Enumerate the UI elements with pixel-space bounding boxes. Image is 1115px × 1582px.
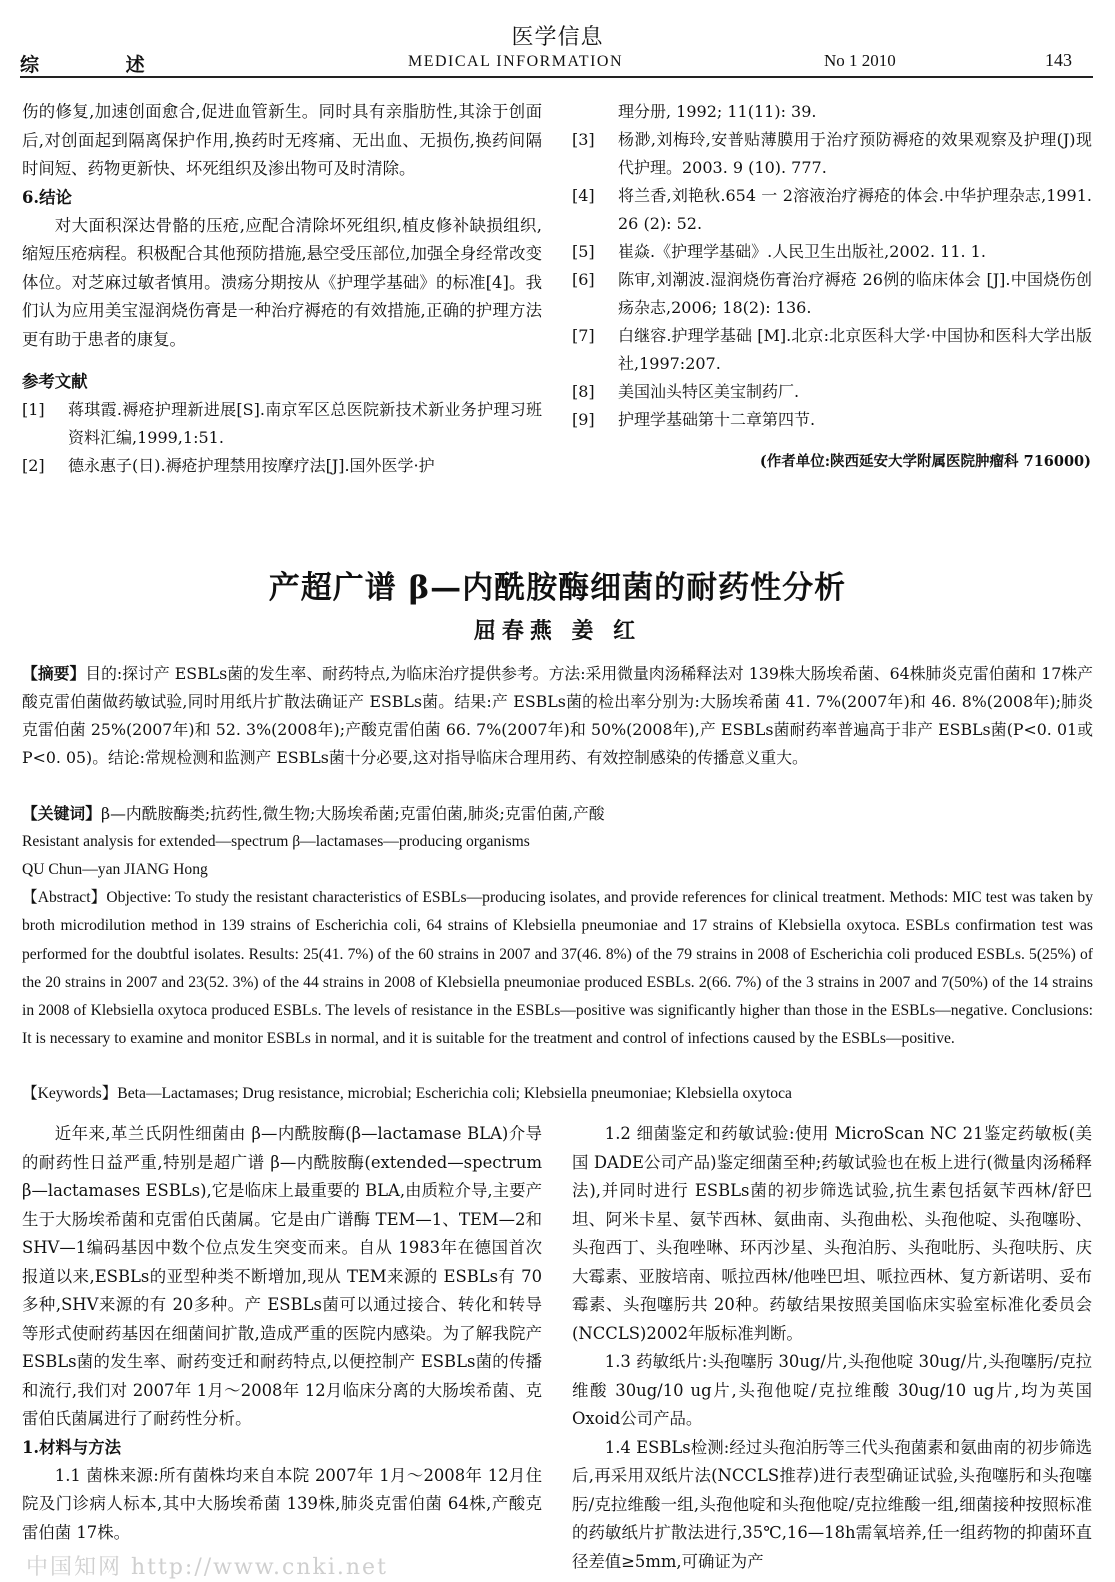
introduction-paragraph: 近年来,革兰氏阴性细菌由 β—内酰胺酶(β—lactamase BLA)介导的耐药性日益严重,特别是超广谱 β—内酰胺酶(extended—spectrum β—lactamases ESBLs),它是临床上最重要的 BLA,由质粒介导,主要产生于大肠埃希菌和克雷伯氏菌属。它是由广谱酶 TEM—1、TEM—2和 SHV—1编码基因中数个位点发生突变而来。自从 1983年在德国首次报道以来,ESBLs的亚型种类不断增加,现从 TEM来源的 ESBLs有 70多种,SHV来源的有 20多种。产 ESBLs菌可以通过接合、转化和转导等形式使耐药基因在细菌间扩散,造成严重的医院内感染。为了解我院产 ESBLs菌的发生率、耐药变迁和耐药特点,以便控制产 ESBLs菌的传播和流行,我们对 2007年 1月～2008年 12月临床分离的大肠埃希菌、克雷伯氏菌属进行了耐药性分析。 [22,1124,542,1428]
reference-continuation: 理分册, 1992; 11(11): 39. [618,102,817,121]
reference-text: 崔焱.《护理学基础》.人民卫生出版社,2002. 11. 1. [618,242,986,261]
reference-item [572,322,1092,378]
keywords-cn [22,800,1093,828]
journal-name-cn: 医学信息 [511,25,604,50]
reference-item [22,396,542,452]
prev-article-text: 伤的修复,加速创面愈合,促进血管新生。同时具有亲脂肪性,其涂于创面后,对创面起到隔离保护作用,换药时无疼痛、无出血、无损伤,换药间隔时间短、药物更新快、坏死组织及渗出物可及时清除。 [22,102,542,178]
reference-text: 护理学基础第十二章第四节. [618,410,816,429]
keywords-en [22,1080,1093,1108]
authors-en: QU Chun—yan JIANG Hong [22,861,208,878]
references-list-right [572,126,1092,434]
reference-item [572,406,1092,434]
issue-number: No 1 2010 [824,51,896,70]
reference-item [22,452,542,480]
watermark-text: 中国知网 http://www.cnki.net [26,1555,388,1580]
reference-text: 蒋琪霞.褥疮护理新进展[S].南京军区总医院新技术新业务护理习班资料汇编,1999,1:51. [68,400,542,447]
keywords-en-label: 【Keywords】 [22,1085,118,1102]
reference-text: 陈审,刘潮波.湿润烧伤膏治疗褥疮 26例的临床体会 [J].中国烧伤创疡杂志,2006; 18(2): 136. [618,270,1092,317]
references-list-left [22,396,542,480]
journal-name-en: MEDICAL INFORMATION [408,53,624,70]
prev-article-left-column [22,98,542,480]
prev-article-right-column [572,98,1092,434]
reference-number: [5] [572,242,595,261]
reference-item [572,126,1092,182]
conclusion-text: 对大面积深达骨骼的压疮,应配合清除坏死组织,植皮修补缺损组织,缩短压疮病程。积极配合其他预防措施,悬空受压部位,加强全身经常改变体位。对芝麻过敏者慎用。溃疡分期按从《护理学基础》的标准[4]。我们认为应用美宝湿润烧伤膏是一种治疗褥疮的有效措施,正确的护理方法更有助于患者的康复。 [22,215,542,349]
article-title: 产超广谱 β—内酰胺酶细菌的耐药性分析 [268,570,847,606]
reference-item [572,238,1092,266]
reference-number: [4] [572,186,595,205]
reference-text: 德永惠子(日).褥疮护理禁用按摩疗法[J].国外医学·护 [68,456,435,475]
reference-number: [9] [572,410,595,429]
reference-item [572,378,1092,406]
references-heading: 参考文献 [22,372,88,391]
methods-1-4: 1.4 ESBLs检测:经过头孢泊肟等三代头孢菌素和氨曲南的初步筛选后,再采用双纸片法(NCCLS推荐)进行表型确证试验,头孢噻肟和头孢噻肟/克拉维酸一组,头孢他啶和头孢他啶/克拉维酸一组,细菌接种按照标准的药敏纸片扩散法进行,35℃,16—18h需氧培养,任一组药物的抑菌环直径差值≥5mm,可确证为产 [572,1437,1092,1571]
methods-1-3: 1.3 药敏纸片:头孢噻肟 30ug/片,头孢他啶 30ug/片,头孢噻肟/克拉维酸 30ug/10 ug片,头孢他啶/克拉维酸 30ug/10 ug片,均为英国 Oxoid公司产品。 [572,1352,1092,1428]
reference-text: 美国汕头特区美宝制药厂. [618,382,800,401]
reference-number: [3] [572,130,595,149]
methods-1-2: 1.2 细菌鉴定和药敏试验:使用 MicroScan NC 21鉴定药敏板(美国 DADE公司产品)鉴定细菌至种;药敏试验也在板上进行(微量肉汤稀释法),并同时进行 ESBLs菌的初步筛选试验,抗生素包括氨苄西林/舒巴坦、阿米卡星、氨苄西林、氨曲南、头孢曲松、头孢他啶、头孢噻吩、头孢西丁、头孢唑啉、环丙沙星、头孢泊肟、头孢吡肟、头孢呋肟、庆大霉素、亚胺培南、哌拉西林/他唑巴坦、哌拉西林、复方新诺明、妥布霉素、头孢噻肟共 20种。药敏结果按照美国临床实验室标准化委员会(NCCLS)2002年版标准判断。 [572,1124,1092,1343]
keywords-cn-label: 【关键词】 [22,804,101,823]
reference-number: [1] [22,400,45,419]
page-number: 143 [1045,50,1072,70]
abstract-en [22,884,1093,1054]
reference-item [572,182,1092,238]
conclusion-heading: 6.结论 [22,187,72,207]
section-label: 综 述 [20,54,185,76]
abstract-cn-text: 目的:探讨产 ESBLs菌的发生率、耐药特点,为临床治疗提供参考。方法:采用微量肉汤稀释法对 139株大肠埃希菌、64株肺炎克雷伯菌和 17株产酸克雷伯菌做药敏试验,同时用纸片扩散法确证产 ESBLs菌。结果:产 ESBLs菌的检出率分别为:大肠埃希菌 41. 7%(2007年)和 46. 8%(2008年);肺炎克雷伯菌 25%(2007年)和 52. 3%(2008年);产酸克雷伯菌 66. 7%(2007年)和 50%(2008年),产 ESBLs菌耐药率普遍高于非产 ESBLs菌(P<0. 01或 P<0. 05)。结论:常规检测和监测产 ESBLs菌十分必要,这对指导临床合理用药、有效控制感染的传播意义重大。 [22,664,1093,767]
reference-text: 将兰香,刘艳秋.654 一 2溶液治疗褥疮的体会.中华护理杂志,1991. 26 (2): 52. [618,186,1092,233]
methods-1-1: 1.1 菌株来源:所有菌株均来自本院 2007年 1月～2008年 12月住院及门诊病人标本,其中大肠埃希菌 139株,肺炎克雷伯菌 64株,产酸克雷伯菌 17株。 [22,1465,542,1542]
reference-number: [2] [22,456,45,475]
methods-heading: 1.材料与方法 [22,1437,122,1457]
abstract-cn-label: 【摘要】 [22,664,86,683]
abstract-cn [22,660,1093,772]
reference-number: [7] [572,326,595,345]
reference-item [572,266,1092,322]
title-en: Resistant analysis for extended—spectrum β—lactamases—producing organisms [22,833,530,850]
reference-text: 白继容.护理学基础 [M].北京:北京医科大学·中国协和医科大学出版社,1997:207. [618,326,1092,373]
reference-number: [6] [572,270,595,289]
abstract-en-text: Objective: To study the resistant characteristics of ESBLs—producing isolates, and provide references for clinical treatment. Methods: MIC test was taken by broth microdilution method in 139 strains of Escherichia coli, 64 strains of Klebsiella pneumoniae and 17 strains of Klebsiella oxytoca. ESBLs confirmation test was performed for the doubtful isolates. Results: 25(41. 7%) of the 60 strains in 2007 and 37(46. 8%) of the 79 strains in 2008 of Escherichia coli produced ESBLs. 5(25%) of the 20 strains in 2007 and 23(52. 3%) of the 44 strains in 2008 of Klebsiella pneumoniae produced ESBLs. 2(66. 7%) of the 3 strains in 2007 and 7(50%) of the 14 strains in 2008 of Klebsiella oxytoca produced ESBLs. The levels of resistance in the ESBLs—positive was significantly higher than those in the ESBLs—negative. Conclusions: It is necessary to examine and monitor ESBLs in normal, and it is suitable for the treatment and control of infections caused by the ESBLs—positive. [22,889,1094,1048]
keywords-en-text: Beta—Lactamases; Drug resistance, microbial; Escherichia coli; Klebsiella pneumoniae; Klebsiella oxytoca [117,1085,792,1102]
header-rule [20,76,1093,78]
body-left-column [22,1120,542,1547]
keywords-cn-text: β—内酰胺酶类;抗药性,微生物;大肠埃希菌;克雷伯菌,肺炎;克雷伯菌,产酸 [101,804,605,823]
author-affiliation: (作者单位:陕西延安大学附属医院肿瘤科 716000) [759,453,1091,470]
abstract-en-label: 【Abstract】 [22,889,107,906]
body-right-column [572,1120,1092,1576]
article-authors: 屈春燕 姜 红 [473,618,642,644]
reference-number: [8] [572,382,595,401]
reference-text: 杨渺,刘梅玲,安普贴薄膜用于治疗预防褥疮的效果观察及护理(J)现代护理。2003. 9 (10). 777. [618,130,1092,177]
